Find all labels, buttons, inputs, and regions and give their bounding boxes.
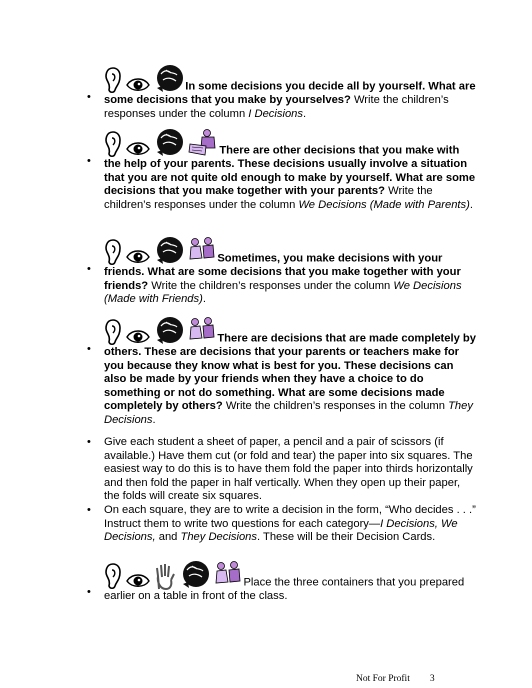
item-bold-text: There are decisions that are made completely by others. These are decisions that your parents or teachers make for you because they know what is best for you. These decisions can also be made by your friends when they have a choice to do something or not do something. What are some decisions made completely by others? [104, 332, 476, 413]
icon-row [104, 128, 219, 158]
bullet: • [87, 586, 91, 598]
item-bold-text: Sometimes, you make decisions with your friends. What are some decisions that you make together with your friends? [104, 252, 461, 292]
item-bold-text: There are other decisions that you make with the help of your parents. These decisions usually involve a situation that you are not quite old enough to make by yourself. What are some decisions that you make together with your parents? [104, 144, 476, 198]
item-text: Give each student a sheet of paper, a pencil and a pair of scissors (if available.) Have them cut (or fold and tear) the paper into six squares. The easiest way to do this is to have them fold the paper into thirds horizontally and then fold the paper in half vertically. When they open up their paper, the folds will create six squares. [104, 436, 473, 503]
column-name: They Decisions [180, 531, 257, 544]
ear-icon [104, 238, 122, 266]
ear-icon [104, 130, 122, 158]
list-item [87, 504, 476, 545]
list-item [87, 236, 476, 307]
bullet: • [87, 91, 91, 103]
bullet: • [87, 504, 91, 516]
item-text: Place the three containers that you prepared earlier on a table in front of the class. [104, 576, 465, 602]
column-name: They Decisions [104, 400, 473, 426]
column-name: I Decisions, We Decisions, [104, 517, 458, 544]
friends-icon [214, 560, 242, 590]
eye-icon [126, 138, 150, 158]
icon-row [104, 64, 185, 94]
page-footer [356, 674, 435, 684]
hand-icon [154, 562, 176, 590]
list-item [87, 316, 476, 428]
eye-icon [126, 326, 150, 346]
eye-icon [126, 570, 150, 590]
item-bold-text: In some decisions you decide all by yourself. What are some decisions that you make by yourselves? [104, 80, 476, 106]
item-tail: . [469, 198, 473, 211]
item-text: and [155, 531, 181, 544]
head-brain-icon [180, 560, 210, 590]
icon-row [104, 560, 243, 590]
item-text: Write the children’s responses under the column [104, 94, 449, 120]
list-item [87, 64, 476, 121]
column-name: We Decisions (Made with Friends) [104, 279, 462, 306]
bullet: • [87, 343, 91, 355]
list-item [87, 436, 476, 504]
head-brain-icon [154, 128, 184, 158]
icon-row [104, 316, 217, 346]
friends-icon [188, 316, 216, 346]
item-tail: . [303, 107, 307, 120]
item-text: Write the children’s responses under the column [104, 185, 433, 211]
eye-icon [126, 74, 150, 94]
bullet: • [87, 155, 91, 167]
head-brain-icon [154, 236, 184, 266]
item-text: Write the children’s responses under the column [148, 279, 394, 292]
ear-icon [104, 66, 122, 94]
column-name: We Decisions (Made with Parents) [298, 198, 470, 211]
icon-row [104, 236, 217, 266]
head-brain-icon [154, 316, 184, 346]
friends-icon [188, 236, 216, 266]
footer-label: Not For Profit [356, 674, 410, 684]
bullet: • [87, 263, 91, 275]
item-tail: . [202, 293, 206, 306]
head-brain-icon [154, 64, 184, 94]
list-item [87, 560, 476, 604]
item-text: Write the children’s responses in the column [222, 400, 449, 413]
ear-icon [104, 562, 122, 590]
family-icon [188, 128, 218, 158]
ear-icon [104, 318, 122, 346]
item-text: On each square, they are to write a decision in the form, “Who decides . . .” Instruct them to write two questions for each category— [104, 504, 476, 530]
list-item [87, 128, 476, 212]
column-name: I Decisions [248, 107, 303, 120]
bullet: • [87, 436, 91, 448]
item-tail: . [152, 413, 156, 426]
item-tail: . These will be their Decision Cards. [256, 531, 436, 544]
eye-icon [126, 246, 150, 266]
page-number: 3 [429, 674, 435, 684]
